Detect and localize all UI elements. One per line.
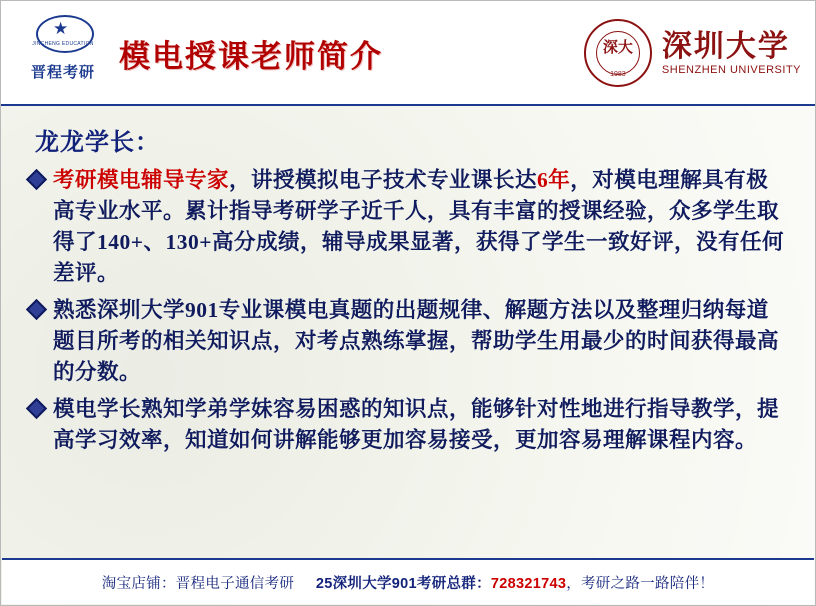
bullet-item xyxy=(25,394,789,456)
jincheng-logo xyxy=(17,13,109,91)
diamond-bullet-icon xyxy=(26,398,47,419)
footer-tail: ，考研之路一路陪伴！ xyxy=(566,575,715,592)
footer-text xyxy=(102,572,714,593)
emblem-star-icon: ★ xyxy=(53,19,69,38)
footer-qq-number: 728321743 xyxy=(490,575,567,592)
szu-name-cn: 深圳大学 xyxy=(661,30,790,63)
diamond-bullet-icon xyxy=(26,169,47,190)
bullet-text-1: 考研模电辅导专家，讲授模拟电子技术专业课长达6年，对模电理解具有极高专业水平。累计指导考研学子近千人，具有丰富的授课经验，众多学生取得了140+、130+高分成绩，辅导成果显著，获得了学生一致好评，没有任何差评。 xyxy=(53,168,785,285)
bullet-item xyxy=(25,165,789,289)
bullet-text-3: 模电学长熟知学弟学妹容易困惑的知识点，能够针对性地进行指导教学，提高学习效率，知道如何讲解能够更加容易接受，更加容易理解课程内容。 xyxy=(53,397,780,452)
bullet-item xyxy=(25,295,789,388)
slide-header xyxy=(1,1,815,106)
szu-seal-cn: 深大 xyxy=(602,39,633,56)
diamond-bullet-icon xyxy=(26,299,47,320)
page-title: 模电授课老师简介 xyxy=(119,39,383,74)
footer-group-label: 25深圳大学901考研总群： xyxy=(315,575,491,592)
szu-seal-icon xyxy=(584,19,652,87)
person-name: 龙龙学长： xyxy=(35,129,160,156)
footer-shop: 淘宝店铺：晋程电子通信考研 xyxy=(101,575,295,592)
jincheng-emblem-icon xyxy=(30,13,96,59)
bullet-text-2: 熟悉深圳大学901专业课模电真题的出题规律、解题方法以及整理归纳每道题目所考的相关知识点，对考点熟练掌握，帮助学生用最少的时间获得最高的分数。 xyxy=(53,298,780,384)
szu-seal-year: 1983 xyxy=(610,71,626,78)
szu-name-block xyxy=(662,30,801,76)
jincheng-logo-en: JINCHENG EDUCATION xyxy=(32,41,94,47)
slide-footer xyxy=(2,558,814,604)
jincheng-logo-cn: 晋程考研 xyxy=(30,64,95,81)
szu-logo xyxy=(584,15,801,91)
szu-name-en: SHENZHEN UNIVERSITY xyxy=(661,64,801,76)
slide-content xyxy=(1,106,815,561)
